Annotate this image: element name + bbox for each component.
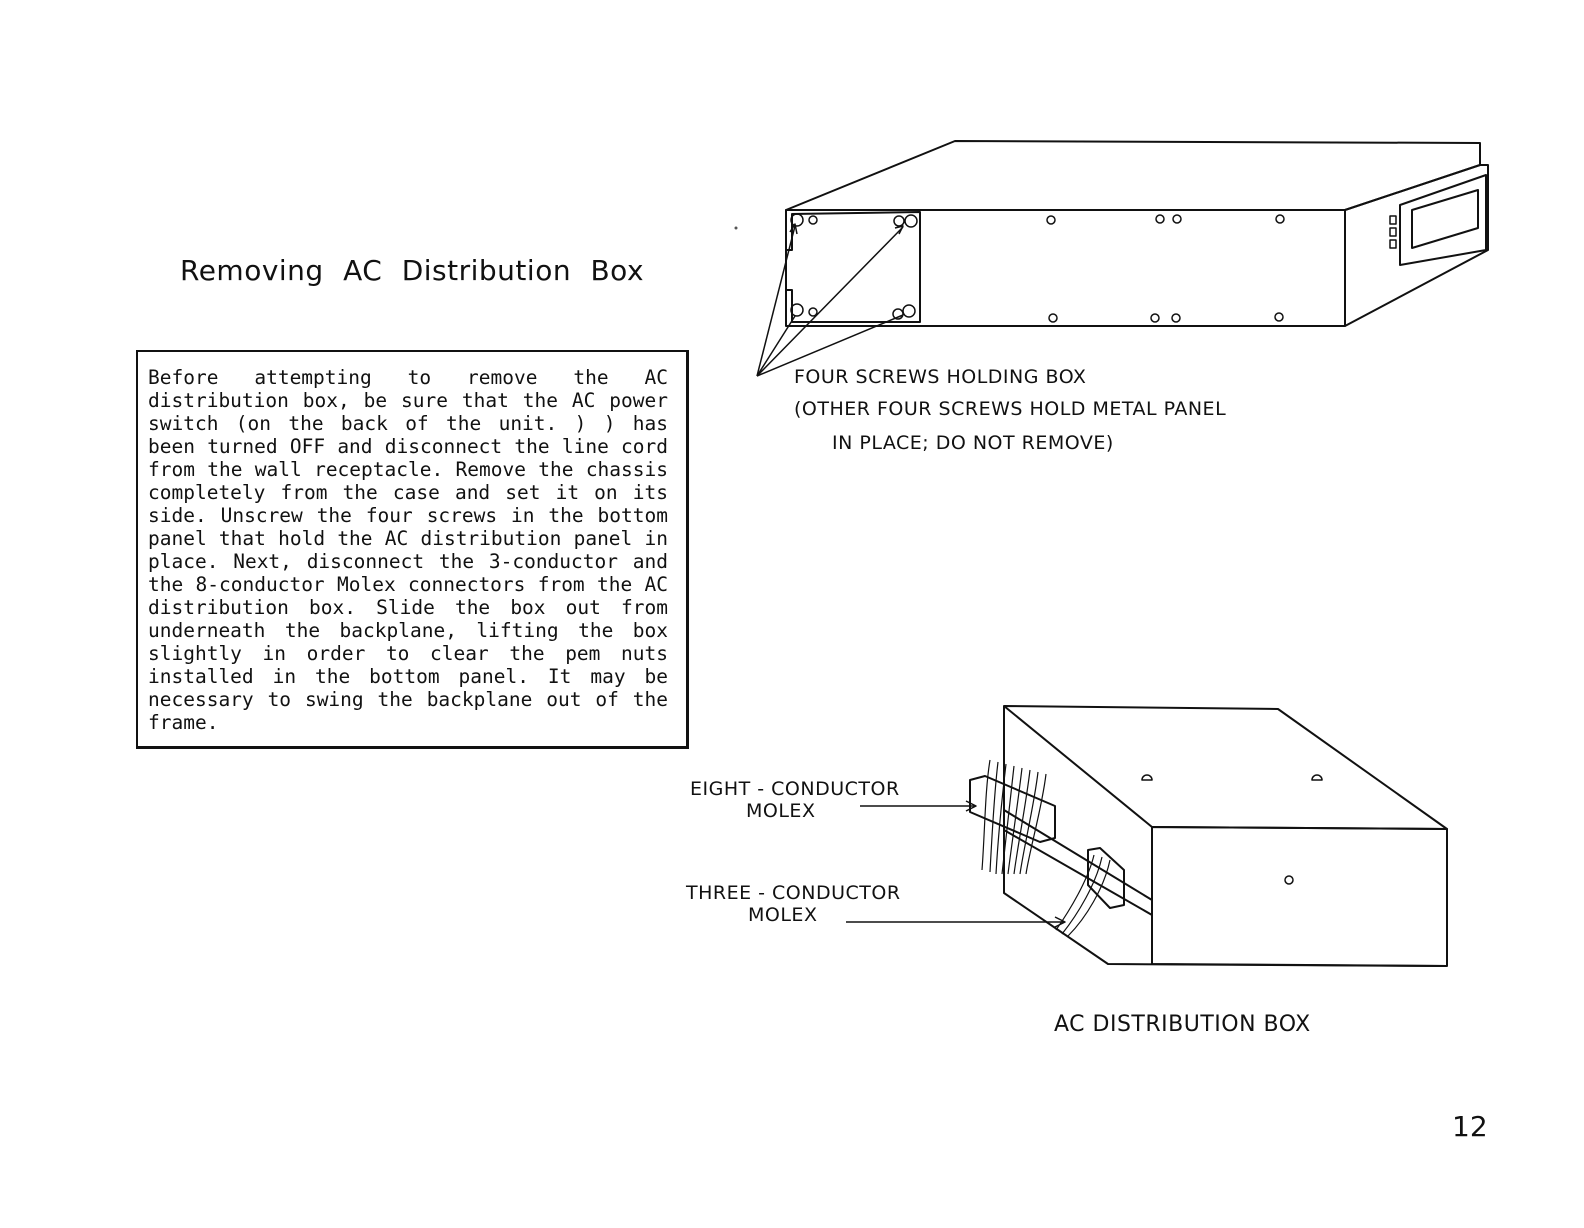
box-top-face <box>1004 706 1447 829</box>
instruction-line: been turned OFF and disconnect the line cord <box>148 435 668 458</box>
instruction-line: necessary to swing the backplane out of the <box>148 688 668 711</box>
box-ledge <box>1004 810 1152 915</box>
figure2-caption: AC DISTRIBUTION BOX <box>1054 1012 1311 1037</box>
instruction-line: place. Next, disconnect the 3-conductor and <box>148 550 668 573</box>
figure1-caption-line2: (OTHER FOUR SCREWS HOLD METAL PANEL <box>794 398 1227 420</box>
box-front-face <box>1152 827 1447 966</box>
three-conductor-label-line2: MOLEX <box>748 904 818 926</box>
page-number: 12 <box>1452 1110 1488 1143</box>
box-side-edge <box>1004 706 1447 966</box>
instruction-line: frame. <box>148 711 219 734</box>
three-conductor-wires <box>1056 855 1110 936</box>
eight-conductor-label-line1: EIGHT - CONDUCTOR <box>690 778 900 800</box>
instruction-line: installed in the bottom panel. It may be <box>148 665 668 688</box>
figure1-caption-line1: FOUR SCREWS HOLDING BOX <box>794 366 1087 388</box>
instruction-line: from the wall receptacle. Remove the chassis <box>148 458 668 481</box>
screw-icon <box>1142 775 1152 780</box>
instruction-line: distribution box, be sure that the AC power <box>148 389 668 412</box>
instruction-line: switch (on the back of the unit. ) ) has <box>148 412 668 435</box>
screw-icon <box>1285 876 1293 884</box>
instruction-line: completely from the case and set it on its <box>148 481 668 504</box>
three-conductor-label-line1: THREE - CONDUCTOR <box>686 882 901 904</box>
instruction-line: distribution box. Slide the box out from <box>148 596 668 619</box>
instruction-line: side. Unscrew the four screws in the bottom <box>148 504 668 527</box>
instruction-line: underneath the backplane, lifting the box <box>148 619 668 642</box>
eight-conductor-label-line2: MOLEX <box>746 800 816 822</box>
figure1-caption-line3: IN PLACE; DO NOT REMOVE) <box>832 432 1114 454</box>
instruction-line: Before attempting to remove the AC <box>148 366 668 389</box>
instruction-line: the 8-conductor Molex connectors from the AC <box>148 573 668 596</box>
instruction-line: panel that hold the AC distribution panel in <box>148 527 668 550</box>
instruction-line: slightly in order to clear the pem nuts <box>148 642 668 665</box>
page-title: Removing AC Distribution Box <box>180 254 645 287</box>
screw-icon <box>1312 775 1322 780</box>
